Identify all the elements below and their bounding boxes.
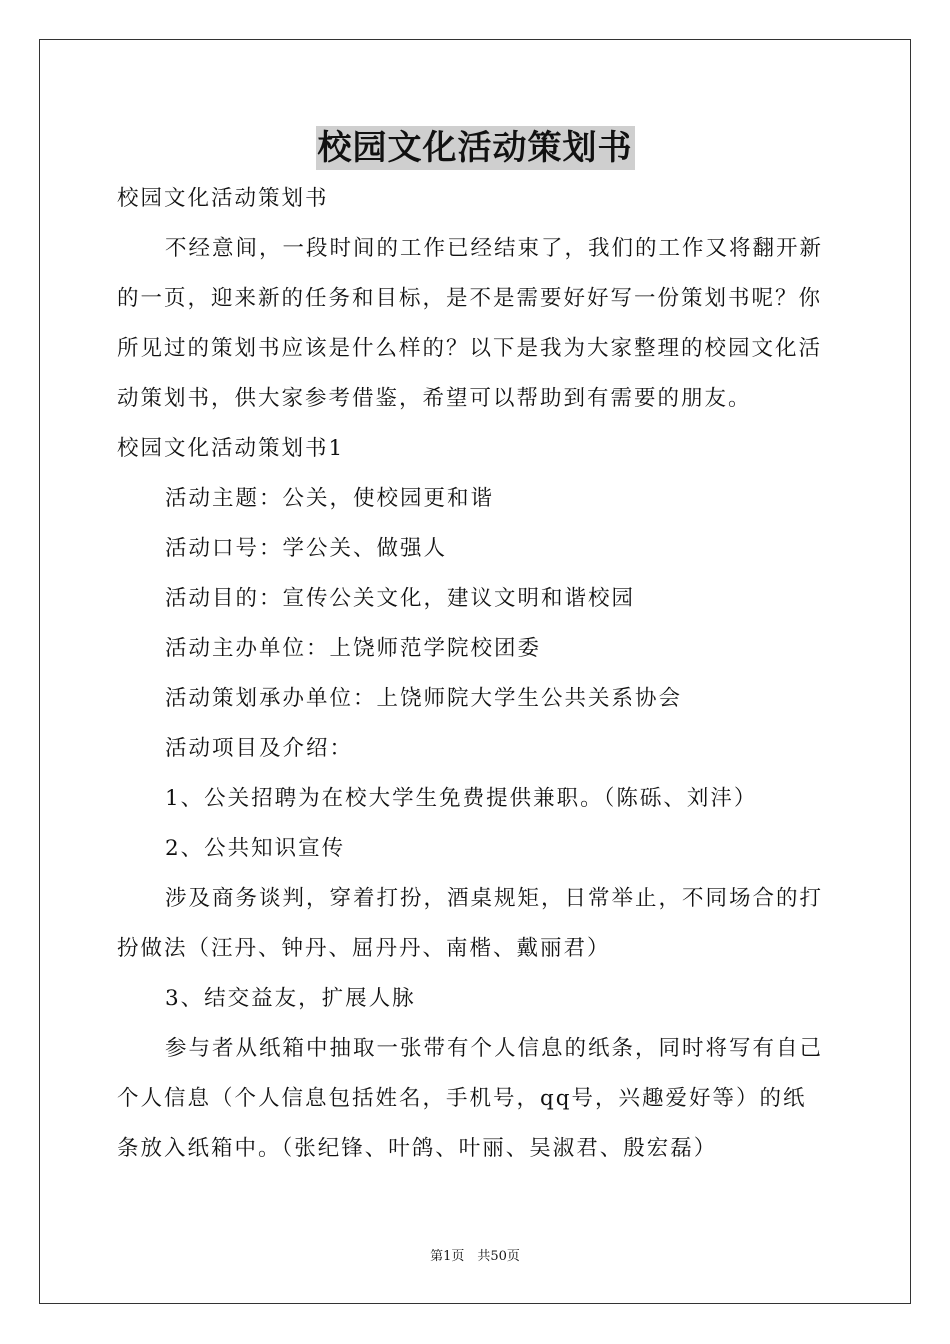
list-item: 1、公关招聘为在校大学生免费提供兼职。（陈砾、刘沣） bbox=[165, 786, 758, 811]
paragraph-line: 所见过的策划书应该是什么样的？以下是我为大家整理的校园文化活 bbox=[117, 336, 823, 361]
paragraph-line: 活动目的：宣传公关文化，建议文明和谐校园 bbox=[165, 586, 636, 611]
paragraph-line: 活动主办单位：上饶师范学院校团委 bbox=[165, 636, 542, 661]
page-footer: 第1页 共50页 bbox=[430, 1249, 520, 1264]
subtitle-line: 校园文化活动策划书 bbox=[117, 186, 329, 211]
section-heading: 校园文化活动策划书1 bbox=[117, 436, 345, 461]
title-wrapper bbox=[0, 126, 950, 170]
page-border bbox=[39, 39, 911, 1304]
paragraph-line: 扮做法（汪丹、钟丹、屈丹丹、南楷、戴丽君） bbox=[117, 936, 611, 961]
paragraph-line: 活动项目及介绍： bbox=[165, 736, 354, 761]
document-title: 校园文化活动策划书 bbox=[317, 128, 633, 168]
paragraph-line: 条放入纸箱中。（张纪锋、叶鸽、叶丽、吴淑君、殷宏磊） bbox=[117, 1136, 718, 1161]
paragraph-line: 个人信息（个人信息包括姓名，手机号，qq号，兴趣爱好等）的纸 bbox=[117, 1086, 807, 1111]
list-item: 3、结交益友，扩展人脉 bbox=[165, 986, 416, 1011]
paragraph-line: 活动策划承办单位：上饶师院大学生公共关系协会 bbox=[165, 686, 683, 711]
paragraph-line: 活动口号：学公关、做强人 bbox=[165, 536, 448, 561]
paragraph-line: 活动主题：公关，使校园更和谐 bbox=[165, 486, 495, 511]
paragraph-line: 的一页，迎来新的任务和目标，是不是需要好好写一份策划书呢？你 bbox=[117, 286, 823, 311]
paragraph-line: 动策划书，供大家参考借鉴，希望可以帮助到有需要的朋友。 bbox=[117, 386, 752, 411]
paragraph-line: 不经意间，一段时间的工作已经结束了，我们的工作又将翻开新 bbox=[165, 236, 824, 261]
paragraph-line: 涉及商务谈判，穿着打扮，酒桌规矩，日常举止，不同场合的打 bbox=[165, 886, 824, 911]
paragraph-line: 参与者从纸箱中抽取一张带有个人信息的纸条，同时将写有自己 bbox=[165, 1036, 824, 1061]
list-item: 2、公共知识宣传 bbox=[165, 836, 346, 861]
